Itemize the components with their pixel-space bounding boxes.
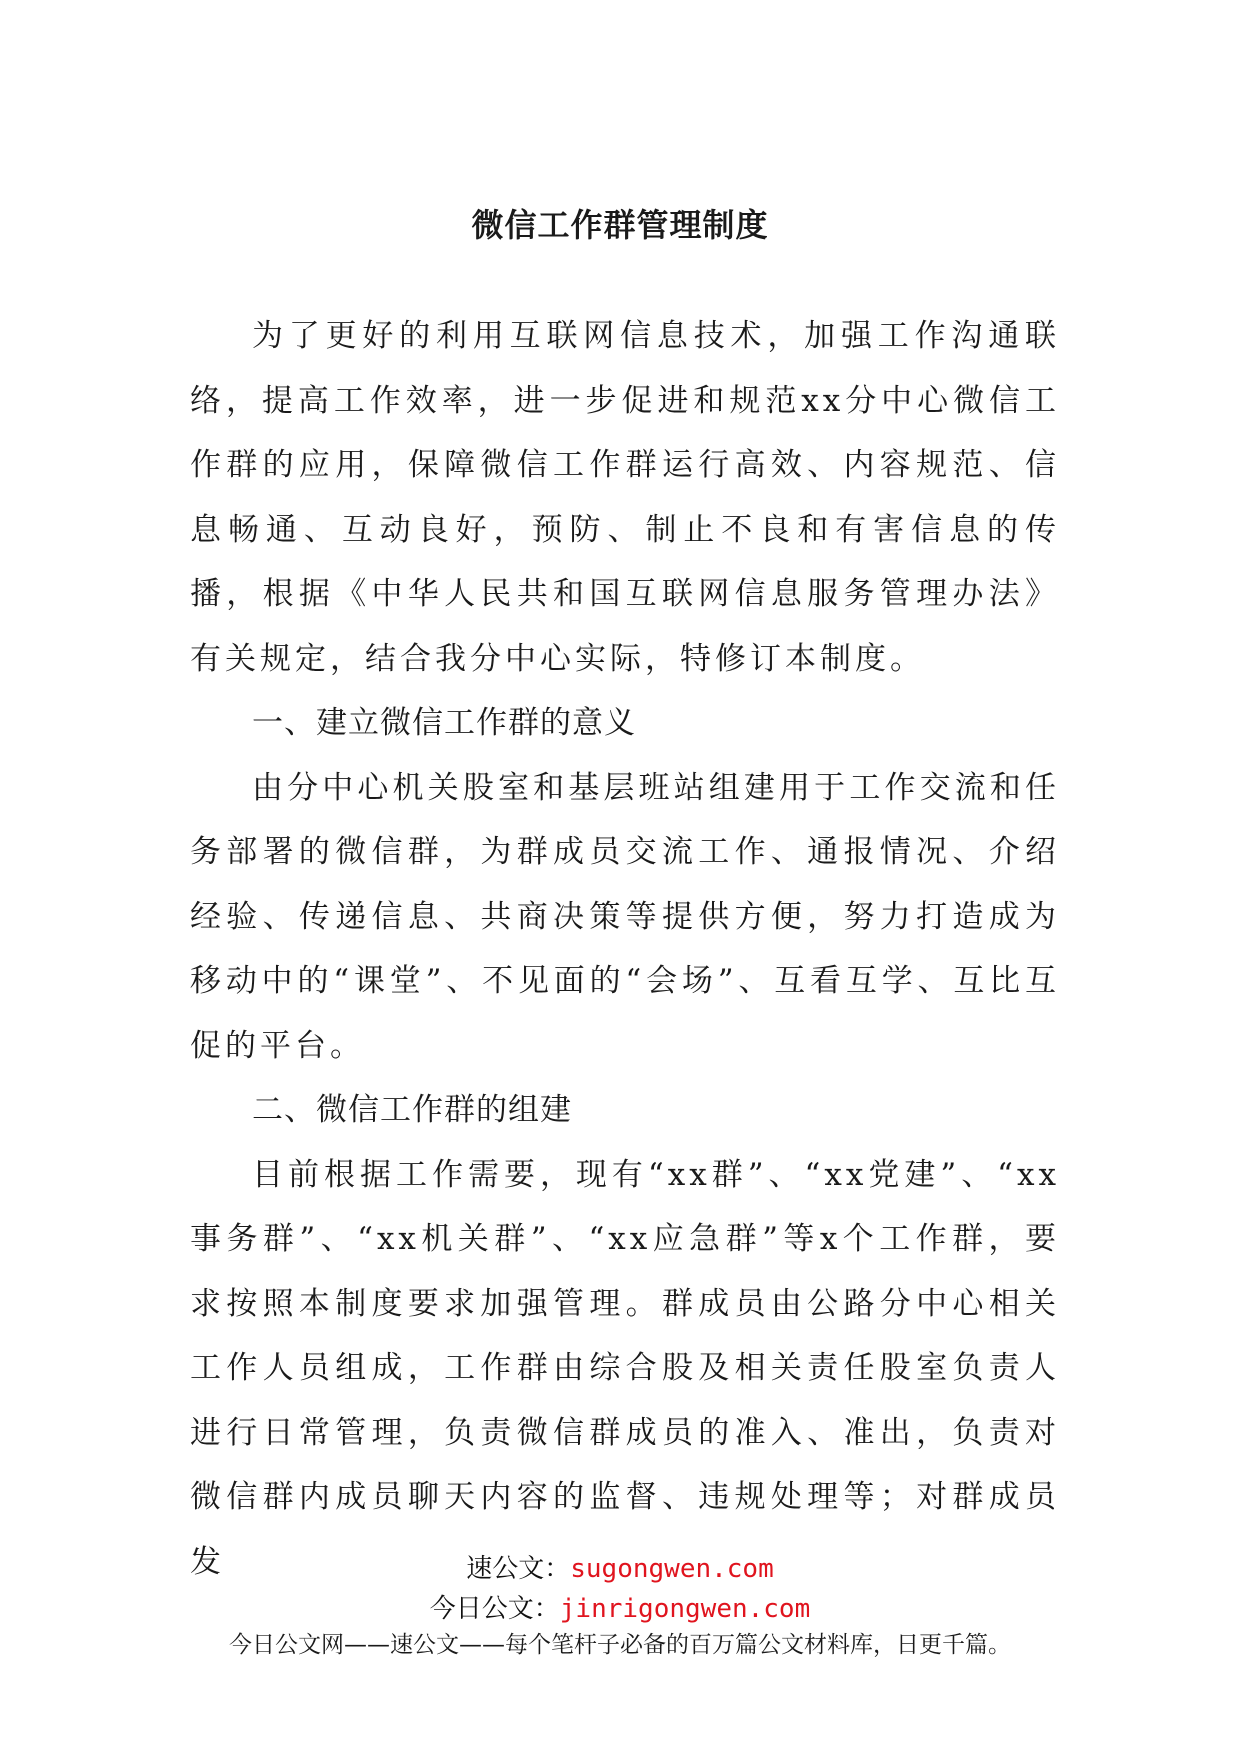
footer-jinrigongwen-label: 今日公文： — [429, 1594, 560, 1624]
section-paragraph-1: 由分中心机关股室和基层班站组建用于工作交流和任务部署的微信群，为群成员交流工作、通报情况、介绍经验、传递信息、共商决策等提供方便，努力打造成为移动中的“课堂”、不见面的“会场”、互看互学、互比互促的平台。 — [190, 769, 1060, 1064]
footer-sugongwen-label: 速公文： — [466, 1554, 571, 1584]
footer-jinrigongwen-link[interactable]: jinrigongwen.com — [559, 1594, 811, 1624]
footer-sugongwen — [0, 1548, 1240, 1585]
document-title: 微信工作群管理制度 — [471, 206, 769, 244]
intro-paragraph: 为了更好的利用互联网信息技术，加强工作沟通联络，提高工作效率，进一步促进和规范xx分中心微信工作群的应用，保障微信工作群运行高效、内容规范、信息畅通、互动良好，预防、制止不良和有害信息的传播，根据《中华人民共和国互联网信息服务管理办法》有关规定，结合我分中心实际，特修订本制度。 — [190, 318, 1060, 677]
footer-jinrigongwen — [0, 1588, 1240, 1625]
footer-slogan: 今日公文网——速公文——每个笔杆子必备的百万篇公文材料库，日更千篇。 — [229, 1632, 1011, 1658]
section-heading-2: 二、微信工作群的组建 — [252, 1092, 572, 1128]
section-paragraph-2: 目前根据工作需要，现有“xx群”、“xx党建”、“xx事务群”、“xx机关群”、“xx应急群”等x个工作群，要求按照本制度要求加强管理。群成员由公路分中心相关工作人员组成，工作群由综合股及相关责任股室负责人进行日常管理，负责微信群成员的准入、准出，负责对微信群内成员聊天内容的监督、违规处理等；对群成员发 — [190, 1156, 1060, 1580]
footer-sugongwen-link[interactable]: sugongwen.com — [570, 1554, 774, 1584]
section-heading-1: 一、建立微信工作群的意义 — [252, 705, 636, 741]
document-body — [190, 304, 1060, 1594]
